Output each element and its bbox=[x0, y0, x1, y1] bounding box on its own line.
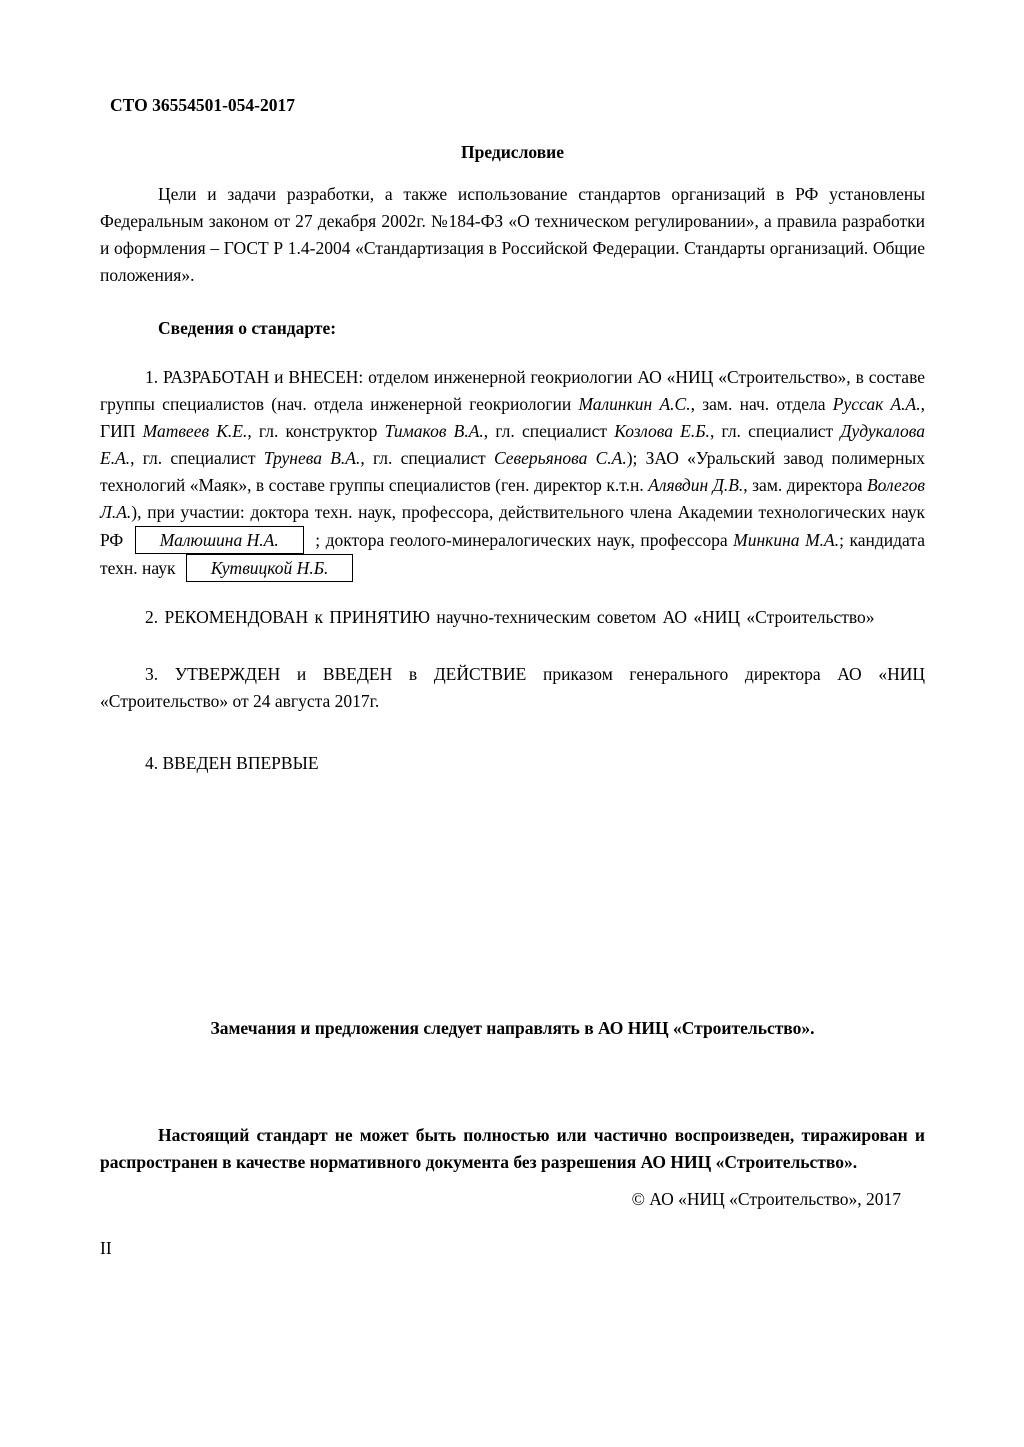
person-name: Матвеев К.Е. bbox=[142, 421, 248, 441]
person-name: Козлова Е.Б. bbox=[614, 421, 710, 441]
doc-number: СТО 36554501-054-2017 bbox=[110, 95, 295, 115]
person-name: Северьянова С.А. bbox=[493, 448, 627, 468]
item-3-approved: 3. УТВЕРЖДЕН и ВВЕДЕН в ДЕЙСТВИЕ приказом генерального директора АО «НИЦ «Строительство» от 24 августа 2017г. bbox=[100, 664, 925, 711]
person-name: Трунева В.А. bbox=[263, 448, 361, 468]
text-run: , гл. специалист bbox=[709, 421, 841, 441]
framed-person-name: Кутвицкой Н.Б. bbox=[186, 554, 353, 582]
person-name: Руссак А.А. bbox=[832, 394, 921, 414]
restriction-paragraph: Настоящий стандарт не может быть полностью или частично воспроизведен, тиражирован и распространен в качестве нормативного документа без разрешения АО НИЦ «Строительство». bbox=[100, 1125, 925, 1172]
text-run: 1. РАЗРАБОТАН и ВНЕСЕН: отделом инженерной геокриологии АО «НИЦ «Строительство», в составе группы специалистов (нач. отдела инженерной геокриологии bbox=[100, 367, 925, 414]
text-run: , зам. директора bbox=[743, 475, 867, 495]
remarks-line: Замечания и предложения следует направлять в АО НИЦ «Строительство». bbox=[210, 1018, 815, 1038]
text-run: ); ЗАО «Уральский завод полимерных технологий «Маяк», в составе группы специалистов (ген. директор к.т.н. bbox=[100, 448, 925, 495]
page-title: Предисловие bbox=[460, 142, 565, 162]
text-run: , гл. специалист bbox=[360, 448, 494, 468]
text-run: , зам. нач. отдела bbox=[690, 394, 833, 414]
person-name: Тимаков В.А. bbox=[384, 421, 484, 441]
section-heading: Сведения о стандарте: bbox=[158, 318, 337, 338]
framed-person-name: Малюшина Н.А. bbox=[135, 526, 304, 554]
person-name: Минкина М.А. bbox=[733, 530, 840, 550]
text-run: , гл. конструктор bbox=[247, 421, 385, 441]
item-2-recommended: 2. РЕКОМЕНДОВАН к ПРИНЯТИЮ научно-техническим советом АО «НИЦ «Строительство» bbox=[145, 607, 875, 627]
text-run: , ГИП bbox=[100, 394, 925, 441]
text-run: ; доктора геолого-минералогических наук, профессора bbox=[309, 530, 734, 550]
person-name: Волегов Л.А. bbox=[100, 475, 925, 522]
item-1-developed bbox=[100, 364, 925, 582]
text-run: ), при участии: доктора техн. наук, профессора, действительного члена Академии технологических наук РФ bbox=[100, 502, 925, 550]
person-name: Алявдин Д.В. bbox=[648, 475, 744, 495]
text-run: ; кандидата техн. наук bbox=[100, 530, 925, 578]
text-run: , гл. специалист bbox=[130, 448, 264, 468]
intro-paragraph: Цели и задачи разработки, а также использование стандартов организаций в РФ установлены Федеральным законом от 27 декабря 2002г. №184-ФЗ «О техническом регулировании», а правила разработки и оформления – ГОСТ Р 1.4-2004 «Стандартизация в Российской Федерации. Стандарты организаций. Общие положения». bbox=[100, 184, 925, 285]
item-4-first-introduced: 4. ВВЕДЕН ВПЕРВЫЕ bbox=[145, 753, 319, 773]
text-run: , гл. специалист bbox=[483, 421, 615, 441]
person-name: Дудукалова Е.А. bbox=[100, 421, 925, 468]
person-name: Малинкин А.С. bbox=[578, 394, 691, 414]
copyright-line: © АО «НИЦ «Строительство», 2017 bbox=[631, 1189, 901, 1209]
page-number: II bbox=[100, 1238, 112, 1258]
